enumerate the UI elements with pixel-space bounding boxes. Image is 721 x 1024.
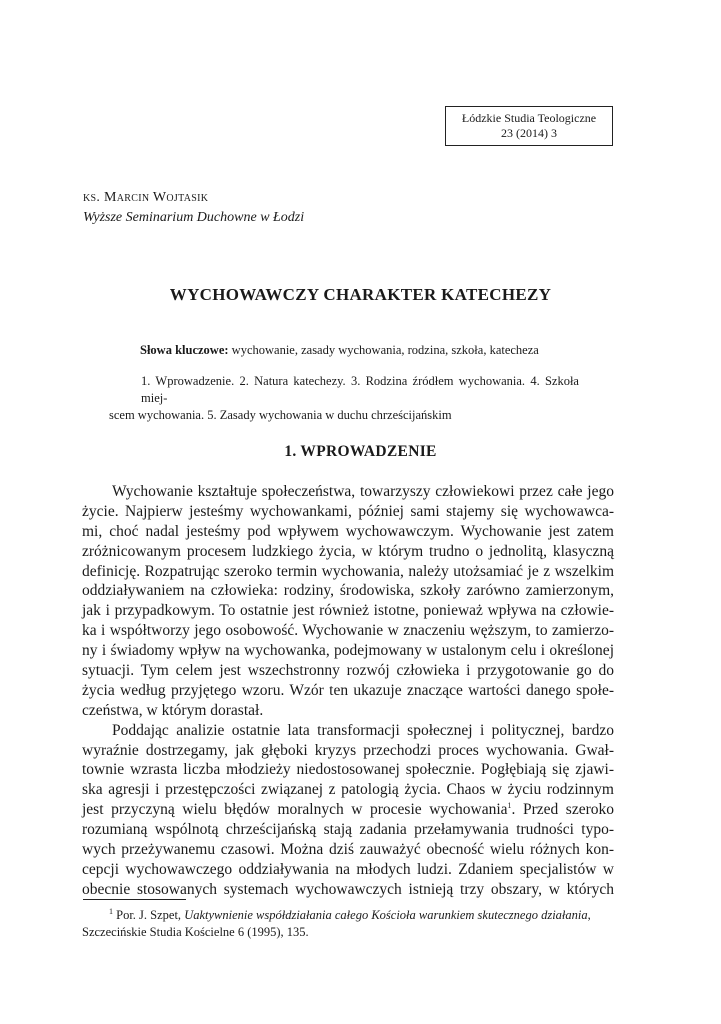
body-line: jak i przypadkowym. To ostatnie jest również istotne, ponieważ wpływa na człowie- [82, 602, 614, 620]
body-text [82, 482, 614, 900]
keywords [140, 343, 539, 358]
footnote-divider [83, 899, 186, 900]
footnote-tail: , [587, 908, 591, 922]
article-title: WYCHOWAWCZY CHARAKTER KATECHEZY [169, 285, 552, 304]
footnote-ref: 1 [507, 801, 512, 811]
footnote-title: Uaktywnienie współdziałania całego Kościoła warunkiem skutecznego działania [184, 908, 588, 922]
body-line: życia według przyjętego wzoru. Wzór ten ukazuje znaczące wartości danego społe- [82, 681, 614, 699]
keywords-text: wychowanie, zasady wychowania, rodzina, szkoła, katecheza [228, 343, 539, 357]
body-line: ka i współtworzy jego osobowość. Wychowanie w znaczeniu węższym, to zamierzo- [82, 622, 614, 640]
body-line-text: jest przyczyną wielu błędów moralnych w procesie wychowania [82, 801, 508, 819]
body-line: czeństwa, w którym dorastał. [82, 701, 264, 719]
body-line: obecnie stosowanych systemach wychowawczych istnieją trzy obszary, w których [82, 880, 614, 898]
body-line: wych przeżywanemu czasowi. Można dziś zauważyć obecność wielu różnych kon- [82, 841, 614, 859]
body-line-with-footnote [82, 800, 614, 820]
body-line-tail: . Przed szeroko [511, 801, 614, 819]
section-heading: 1. WPROWADZENIE [284, 443, 437, 460]
author-line [83, 190, 208, 206]
keywords-label: Słowa kluczowe: [140, 343, 229, 357]
footnote-line: Szczecińskie Studia Kościelne 6 (1995), 135. [82, 925, 309, 939]
author-name: Marcin Wojtasik [103, 190, 209, 205]
footnote-number: 1 [109, 906, 113, 916]
table-of-contents [109, 373, 579, 424]
body-line: sytuacji. Tym celem jest wszechstronny rozwój człowieka i przygotowanie go do [82, 662, 614, 680]
body-line: definicję. Rozpatrując szeroko termin wychowania, należy utożsamiać je z wszelkim [82, 562, 614, 580]
author-prefix: ks. [83, 190, 104, 205]
body-line: ska agresji i przestępczości związanej z patologią życia. Chaos w życiu rodzinnym [82, 781, 614, 799]
footnote-line [82, 907, 614, 924]
footnote-author: Por. J. Szpet, [113, 908, 185, 922]
body-line: mi, choć nadal jesteśmy pod wpływem wychowawczym. Wychowanie jest zatem [82, 522, 614, 540]
body-line: Wychowanie kształtuje społeczeństwa, towarzyszy człowiekowi przez całe jego [112, 483, 614, 500]
author-affiliation: Wyższe Seminarium Duchowne w Łodzi [83, 210, 305, 225]
body-line: townie wzrasta liczba młodzieży niedostosowanej społecznie. Pogłębiają się zjawi- [82, 761, 614, 779]
body-line: życie. Najpierw jesteśmy wychowankami, później sami stajemy się wychowawca- [82, 502, 614, 520]
body-line: wyraźnie dostrzegamy, jak głęboki kryzys przechodzi proces wychowania. Gwał- [82, 741, 614, 759]
journal-issue: 23 (2014) 3 [501, 126, 557, 140]
toc-line: 1. Wprowadzenie. 2. Natura katechezy. 3. Rodzina źródłem wychowania. 4. Szkoła miej- [141, 374, 579, 405]
journal-info-box [445, 106, 613, 146]
body-line: Poddając analizie ostatnie lata transformacji społecznej i politycznej, bardzo [112, 721, 614, 739]
journal-name: Łódzkie Studia Teologiczne [461, 111, 597, 125]
footnote [82, 907, 614, 941]
body-line: zróżnicowanym procesem ludzkiego życia, w którym trudno o jednolitą, klasyczną [82, 542, 614, 560]
body-line: cepcji wychowawczego oddziaływania na młodych ludzi. Zdaniem specjalistów w [82, 860, 614, 878]
toc-line: scem wychowania. 5. Zasady wychowania w duchu chrześcijańskim [109, 408, 452, 422]
body-line: ny i świadomy wpływ na wychowanka, podejmowany w ustalonym celu i określonej [82, 642, 614, 660]
body-line: rozumianą wspólnotą chrześcijańską stają zadania przełamywania trudności typo- [82, 821, 614, 839]
body-line: oddziaływaniem na człowieka: rodziny, środowiska, szkoły zarówno zamierzonym, [82, 582, 614, 600]
